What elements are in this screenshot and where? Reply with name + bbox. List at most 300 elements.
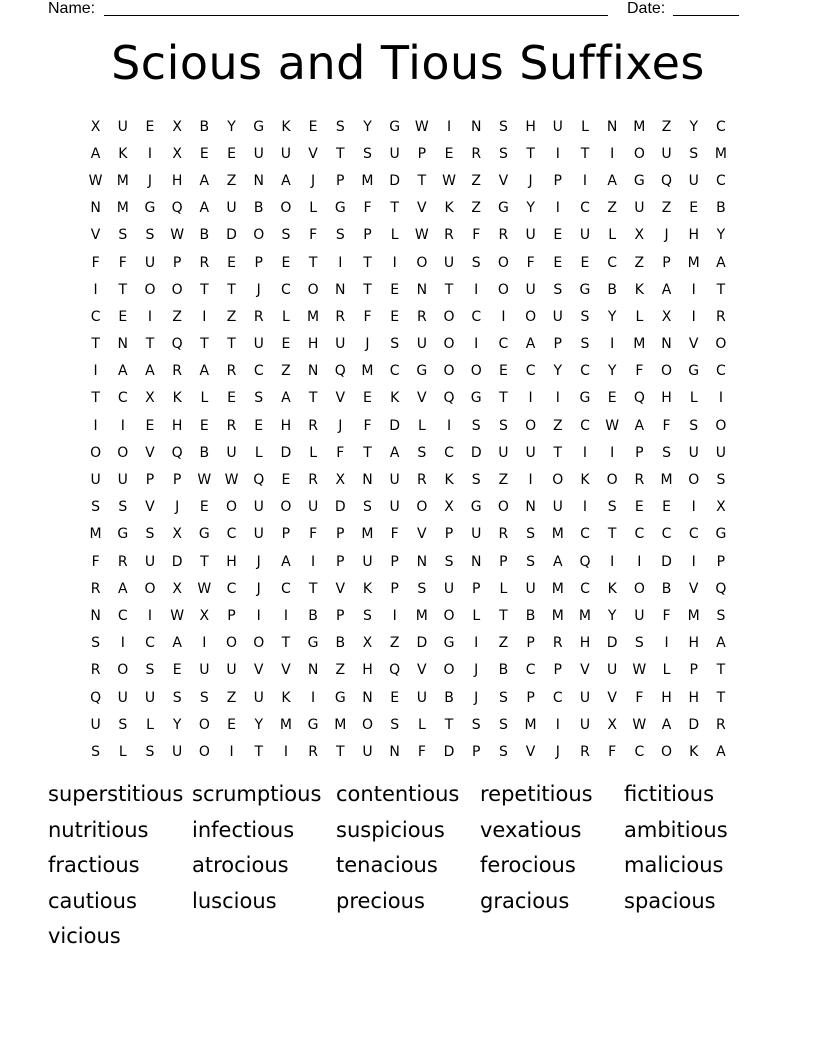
grid-letter[interactable]: U (90, 716, 101, 733)
grid-letter[interactable]: U (443, 254, 455, 271)
grid-letter[interactable]: O (361, 716, 373, 733)
grid-letter[interactable]: D (171, 553, 183, 570)
grid-letter[interactable]: C (117, 390, 128, 407)
grid-letter[interactable]: W (224, 472, 239, 489)
grid-letter[interactable]: U (144, 553, 156, 570)
grid-letter[interactable]: T (227, 281, 236, 298)
grid-letter[interactable]: N (90, 607, 101, 624)
grid-letter[interactable]: U (416, 336, 427, 353)
grid-letter[interactable]: F (336, 444, 345, 461)
grid-letter[interactable]: F (662, 607, 671, 624)
grid-letter[interactable]: A (199, 172, 210, 189)
grid-letter[interactable]: F (472, 227, 481, 244)
grid-letter[interactable]: Q (715, 580, 727, 597)
grid-letter[interactable]: I (691, 499, 696, 516)
grid-letter[interactable]: I (555, 390, 560, 407)
grid-letter[interactable]: V (90, 227, 101, 244)
grid-letter[interactable]: Y (607, 607, 617, 624)
grid-letter[interactable]: T (200, 336, 209, 353)
grid-letter[interactable]: I (664, 635, 669, 652)
grid-letter[interactable]: U (661, 145, 672, 162)
grid-letter[interactable]: I (311, 553, 316, 570)
grid-letter[interactable]: G (307, 716, 319, 733)
grid-letter[interactable]: T (281, 635, 291, 652)
grid-letter[interactable]: X (716, 499, 726, 516)
grid-letter[interactable]: Q (579, 553, 591, 570)
grid-letter[interactable]: V (417, 526, 427, 543)
grid-letter[interactable]: V (308, 145, 318, 162)
grid-letter[interactable]: T (254, 743, 263, 760)
grid-letter[interactable]: T (553, 444, 563, 461)
grid-letter[interactable]: O (633, 145, 645, 162)
grid-letter[interactable]: G (443, 635, 455, 652)
grid-letter[interactable]: U (335, 336, 346, 353)
grid-letter[interactable]: O (90, 444, 102, 461)
grid-letter[interactable]: Q (334, 363, 346, 380)
grid-letter[interactable]: Z (226, 172, 237, 189)
grid-letter[interactable]: J (365, 336, 370, 353)
grid-letter[interactable]: G (334, 200, 346, 217)
grid-letter[interactable]: R (471, 145, 482, 162)
grid-letter[interactable]: R (498, 526, 509, 543)
grid-letter[interactable]: U (226, 444, 237, 461)
grid-letter[interactable]: U (389, 499, 400, 516)
grid-letter[interactable]: T (308, 580, 318, 597)
grid-letter[interactable]: E (227, 390, 236, 407)
grid-letter[interactable]: C (688, 526, 699, 543)
grid-letter[interactable]: R (716, 716, 726, 733)
grid-letter[interactable]: G (144, 200, 156, 217)
grid-letter[interactable]: I (202, 308, 207, 325)
grid-letter[interactable]: K (390, 390, 400, 407)
grid-letter[interactable]: T (444, 281, 454, 298)
grid-letter[interactable]: E (227, 254, 236, 271)
grid-letter[interactable]: S (498, 689, 508, 706)
grid-letter[interactable]: T (91, 336, 100, 353)
grid-letter[interactable]: C (253, 363, 264, 380)
grid-letter[interactable]: N (525, 499, 536, 516)
grid-letter[interactable]: O (144, 281, 156, 298)
grid-letter[interactable]: T (390, 200, 399, 217)
grid-letter[interactable]: S (199, 689, 209, 706)
grid-letter[interactable]: Q (171, 336, 183, 353)
grid-letter[interactable]: T (308, 254, 318, 271)
grid-letter[interactable]: P (417, 145, 427, 162)
grid-letter[interactable]: E (172, 662, 182, 679)
grid-letter[interactable]: G (633, 172, 645, 189)
grid-letter[interactable]: I (610, 336, 615, 353)
grid-letter[interactable]: O (416, 254, 428, 271)
grid-letter[interactable]: N (470, 553, 482, 570)
grid-letter[interactable]: B (308, 607, 318, 624)
grid-letter[interactable]: O (280, 499, 292, 516)
grid-letter[interactable]: A (716, 635, 726, 652)
grid-letter[interactable]: T (363, 281, 372, 298)
grid-letter[interactable]: P (363, 227, 372, 244)
grid-letter[interactable]: J (147, 172, 153, 189)
grid-letter[interactable]: P (553, 336, 562, 353)
grid-letter[interactable]: D (389, 172, 401, 189)
grid-letter[interactable]: H (525, 118, 536, 135)
grid-letter[interactable]: I (283, 743, 288, 760)
grid-letter[interactable]: Q (90, 689, 102, 706)
grid-letter[interactable]: O (661, 363, 673, 380)
grid-letter[interactable]: F (608, 743, 617, 760)
grid-letter[interactable]: O (688, 472, 700, 489)
grid-letter[interactable]: E (553, 227, 563, 244)
grid-letter[interactable]: A (281, 553, 291, 570)
grid-letter[interactable]: F (118, 254, 127, 271)
grid-letter[interactable]: T (200, 281, 209, 298)
grid-letter[interactable]: R (416, 308, 427, 325)
grid-letter[interactable]: C (716, 118, 726, 135)
grid-letter[interactable]: G (688, 363, 700, 380)
grid-letter[interactable]: O (715, 417, 727, 434)
grid-letter[interactable]: D (416, 635, 428, 652)
grid-letter[interactable]: C (716, 363, 726, 380)
grid-letter[interactable]: T (526, 145, 535, 162)
grid-letter[interactable]: F (363, 308, 372, 325)
grid-letter[interactable]: L (390, 227, 399, 244)
grid-letter[interactable]: U (253, 145, 264, 162)
grid-letter[interactable]: P (553, 662, 562, 679)
grid-letter[interactable]: S (526, 526, 536, 543)
grid-letter[interactable]: C (634, 526, 645, 543)
grid-letter[interactable]: R (117, 553, 128, 570)
grid-letter[interactable]: U (579, 227, 591, 244)
grid-letter[interactable]: L (417, 417, 426, 434)
grid-letter[interactable]: K (281, 689, 291, 706)
grid-letter[interactable]: C (661, 526, 672, 543)
grid-letter[interactable]: P (336, 172, 345, 189)
grid-letter[interactable]: N (606, 118, 618, 135)
grid-letter[interactable]: O (416, 499, 428, 516)
grid-letter[interactable]: U (715, 444, 727, 461)
grid-letter[interactable]: Q (661, 172, 673, 189)
grid-letter[interactable]: T (200, 553, 209, 570)
grid-letter[interactable]: R (226, 363, 237, 380)
grid-letter[interactable]: A (281, 390, 291, 407)
grid-letter[interactable]: B (335, 635, 346, 652)
grid-letter[interactable]: S (363, 499, 372, 516)
grid-letter[interactable]: H (688, 689, 699, 706)
grid-letter[interactable]: P (172, 254, 182, 271)
grid-letter[interactable]: I (474, 635, 479, 652)
grid-letter[interactable]: E (281, 472, 291, 489)
grid-letter[interactable]: O (715, 336, 727, 353)
grid-letter[interactable]: T (716, 662, 726, 679)
grid-letter[interactable]: I (392, 607, 397, 624)
grid-letter[interactable]: W (632, 716, 647, 733)
grid-letter[interactable]: P (526, 689, 535, 706)
grid-letter[interactable]: C (498, 336, 509, 353)
grid-letter[interactable]: O (171, 281, 183, 298)
grid-letter[interactable]: W (88, 172, 103, 189)
grid-letter[interactable]: S (498, 743, 508, 760)
grid-letter[interactable]: O (633, 580, 645, 597)
grid-letter[interactable]: R (172, 363, 183, 380)
grid-letter[interactable]: U (634, 200, 645, 217)
grid-letter[interactable]: I (120, 635, 125, 652)
grid-letter[interactable]: S (118, 716, 128, 733)
grid-letter[interactable]: Y (689, 118, 698, 135)
grid-letter[interactable]: J (528, 172, 533, 189)
grid-letter[interactable]: V (498, 172, 509, 189)
grid-letter[interactable]: N (117, 336, 129, 353)
grid-letter[interactable]: M (578, 607, 592, 624)
grid-letter[interactable]: Z (226, 689, 237, 706)
grid-letter[interactable]: C (580, 200, 590, 217)
grid-letter[interactable]: U (579, 689, 591, 706)
grid-letter[interactable]: B (498, 662, 509, 679)
grid-letter[interactable]: I (338, 254, 343, 271)
grid-letter[interactable]: S (471, 716, 481, 733)
grid-letter[interactable]: N (90, 200, 101, 217)
grid-letter[interactable]: E (390, 689, 400, 706)
grid-letter[interactable]: U (688, 444, 699, 461)
grid-letter[interactable]: K (444, 200, 454, 217)
grid-letter[interactable]: E (634, 499, 644, 516)
grid-letter[interactable]: I (555, 200, 560, 217)
grid-letter[interactable]: B (525, 607, 536, 624)
grid-letter[interactable]: O (552, 472, 564, 489)
grid-letter[interactable]: M (660, 472, 673, 489)
grid-letter[interactable]: P (254, 254, 263, 271)
grid-letter[interactable]: O (443, 662, 455, 679)
grid-letter[interactable]: U (525, 227, 536, 244)
grid-letter[interactable]: Z (335, 662, 346, 679)
grid-letter[interactable]: L (689, 390, 698, 407)
grid-letter[interactable]: V (145, 499, 155, 516)
grid-letter[interactable]: A (716, 743, 726, 760)
grid-letter[interactable]: F (363, 417, 372, 434)
grid-letter[interactable]: U (607, 662, 618, 679)
grid-letter[interactable]: Y (607, 363, 617, 380)
grid-letter[interactable]: S (91, 635, 101, 652)
grid-letter[interactable]: Q (171, 444, 183, 461)
grid-letter[interactable]: G (715, 526, 727, 543)
grid-letter[interactable]: I (610, 145, 615, 162)
grid-letter[interactable]: O (525, 417, 537, 434)
grid-letter[interactable]: I (691, 553, 696, 570)
grid-letter[interactable]: P (471, 580, 481, 597)
grid-letter[interactable]: C (716, 172, 726, 189)
grid-letter[interactable]: R (634, 472, 645, 489)
grid-letter[interactable]: S (444, 553, 454, 570)
grid-letter[interactable]: B (199, 118, 210, 135)
grid-letter[interactable]: U (634, 607, 645, 624)
grid-letter[interactable]: O (443, 363, 455, 380)
grid-letter[interactable]: A (389, 444, 400, 461)
grid-letter[interactable]: C (117, 607, 128, 624)
grid-letter[interactable]: U (117, 472, 128, 489)
grid-letter[interactable]: S (716, 472, 726, 489)
grid-letter[interactable]: G (470, 390, 482, 407)
grid-letter[interactable]: W (632, 662, 647, 679)
grid-letter[interactable]: I (474, 336, 479, 353)
grid-letter[interactable]: C (90, 308, 101, 325)
grid-letter[interactable]: G (416, 363, 428, 380)
grid-letter[interactable]: J (256, 553, 261, 570)
grid-letter[interactable]: H (307, 336, 319, 353)
grid-letter[interactable]: U (117, 118, 128, 135)
grid-letter[interactable]: O (307, 281, 319, 298)
grid-letter[interactable]: B (199, 444, 210, 461)
grid-letter[interactable]: J (555, 743, 560, 760)
grid-letter[interactable]: Z (498, 635, 509, 652)
grid-letter[interactable]: L (118, 743, 127, 760)
grid-letter[interactable]: M (551, 607, 564, 624)
grid-letter[interactable]: E (662, 499, 671, 516)
grid-letter[interactable]: X (172, 118, 182, 135)
grid-letter[interactable]: G (579, 281, 591, 298)
grid-letter[interactable]: T (91, 390, 100, 407)
grid-letter[interactable]: J (175, 499, 180, 516)
grid-letter[interactable]: G (117, 526, 129, 543)
grid-letter[interactable]: D (389, 417, 401, 434)
grid-letter[interactable]: V (607, 689, 617, 706)
grid-letter[interactable]: D (226, 227, 237, 244)
grid-letter[interactable]: T (363, 444, 372, 461)
grid-letter[interactable]: D (334, 499, 346, 516)
grid-letter[interactable]: C (281, 580, 291, 597)
grid-letter[interactable]: A (281, 172, 291, 189)
grid-letter[interactable]: A (117, 580, 128, 597)
grid-letter[interactable]: I (147, 145, 153, 162)
grid-letter[interactable]: E (498, 363, 508, 380)
grid-letter[interactable]: L (200, 390, 209, 407)
grid-letter[interactable]: N (307, 363, 319, 380)
grid-letter[interactable]: X (634, 227, 645, 244)
grid-letter[interactable]: A (172, 635, 182, 652)
grid-letter[interactable]: G (470, 499, 482, 516)
grid-letter[interactable]: S (580, 308, 590, 325)
grid-letter[interactable]: O (661, 743, 673, 760)
grid-letter[interactable]: L (309, 200, 317, 217)
grid-letter[interactable]: A (716, 254, 726, 271)
grid-letter[interactable]: N (661, 336, 672, 353)
grid-letter[interactable]: Z (389, 635, 400, 652)
grid-letter[interactable]: V (417, 662, 427, 679)
grid-letter[interactable]: C (281, 281, 291, 298)
grid-letter[interactable]: I (582, 172, 588, 189)
grid-letter[interactable]: I (147, 607, 153, 624)
grid-letter[interactable]: Y (363, 118, 372, 135)
grid-letter[interactable]: R (253, 308, 264, 325)
grid-letter[interactable]: C (145, 635, 155, 652)
grid-letter[interactable]: U (552, 499, 563, 516)
grid-letter[interactable]: S (335, 227, 345, 244)
grid-letter[interactable]: C (580, 526, 590, 543)
grid-letter[interactable]: Y (227, 118, 236, 135)
grid-letter[interactable]: A (634, 417, 645, 434)
grid-letter[interactable]: O (443, 308, 455, 325)
grid-letter[interactable]: K (118, 145, 128, 162)
grid-letter[interactable]: W (197, 472, 212, 489)
grid-letter[interactable]: I (229, 743, 234, 760)
grid-letter[interactable]: I (120, 417, 125, 434)
grid-letter[interactable]: B (444, 689, 454, 706)
grid-letter[interactable]: R (552, 635, 563, 652)
grid-letter[interactable]: S (689, 145, 699, 162)
grid-letter[interactable]: K (634, 281, 644, 298)
grid-letter[interactable]: I (718, 390, 723, 407)
grid-letter[interactable]: S (498, 417, 508, 434)
grid-letter[interactable]: U (688, 172, 699, 189)
grid-letter[interactable]: T (607, 526, 617, 543)
grid-letter[interactable]: S (145, 662, 155, 679)
grid-letter[interactable]: U (144, 254, 156, 271)
grid-letter[interactable]: P (689, 662, 698, 679)
grid-letter[interactable]: V (281, 662, 291, 679)
grid-letter[interactable]: W (414, 118, 429, 135)
grid-letter[interactable]: Q (171, 200, 183, 217)
grid-letter[interactable]: S (553, 281, 563, 298)
grid-letter[interactable]: H (280, 417, 292, 434)
grid-letter[interactable]: K (444, 472, 454, 489)
grid-letter[interactable]: S (390, 336, 400, 353)
grid-letter[interactable]: Q (443, 390, 455, 407)
grid-letter[interactable]: K (607, 580, 617, 597)
grid-letter[interactable]: I (446, 417, 452, 434)
grid-letter[interactable]: B (607, 281, 617, 298)
grid-letter[interactable]: M (551, 580, 564, 597)
grid-letter[interactable]: S (471, 254, 481, 271)
grid-letter[interactable]: A (552, 553, 563, 570)
grid-letter[interactable]: I (311, 689, 316, 706)
grid-letter[interactable]: M (361, 526, 374, 543)
grid-letter[interactable]: A (145, 363, 155, 380)
grid-letter[interactable]: X (444, 499, 454, 516)
grid-letter[interactable]: I (582, 499, 588, 516)
grid-letter[interactable]: E (607, 390, 617, 407)
grid-letter[interactable]: Z (661, 118, 672, 135)
grid-letter[interactable]: R (308, 472, 318, 489)
grid-letter[interactable]: S (498, 716, 508, 733)
grid-letter[interactable]: O (470, 363, 482, 380)
grid-letter[interactable]: U (253, 336, 264, 353)
grid-letter[interactable]: Z (634, 254, 645, 271)
grid-letter[interactable]: P (499, 553, 508, 570)
grid-letter[interactable]: S (281, 227, 291, 244)
grid-letter[interactable]: S (145, 526, 155, 543)
grid-letter[interactable]: C (552, 689, 563, 706)
grid-letter[interactable]: L (254, 444, 263, 461)
grid-letter[interactable]: P (716, 553, 726, 570)
grid-letter[interactable]: N (416, 281, 428, 298)
grid-letter[interactable]: S (363, 607, 372, 624)
grid-letter[interactable]: O (443, 336, 455, 353)
grid-letter[interactable]: L (309, 444, 317, 461)
grid-letter[interactable]: S (118, 499, 128, 516)
grid-letter[interactable]: P (390, 580, 399, 597)
grid-letter[interactable]: R (716, 308, 726, 325)
grid-letter[interactable]: Y (254, 716, 263, 733)
grid-letter[interactable]: D (470, 444, 482, 461)
grid-letter[interactable]: M (687, 607, 700, 624)
grid-letter[interactable]: U (307, 499, 319, 516)
grid-letter[interactable]: U (552, 308, 563, 325)
grid-letter[interactable]: X (199, 607, 210, 624)
grid-letter[interactable]: V (525, 743, 536, 760)
grid-letter[interactable]: Z (661, 200, 672, 217)
grid-letter[interactable]: I (501, 308, 506, 325)
grid-letter[interactable]: D (606, 635, 618, 652)
grid-letter[interactable]: W (197, 580, 212, 597)
grid-letter[interactable]: E (118, 308, 128, 325)
grid-letter[interactable]: G (334, 689, 346, 706)
grid-letter[interactable]: Y (716, 227, 726, 244)
